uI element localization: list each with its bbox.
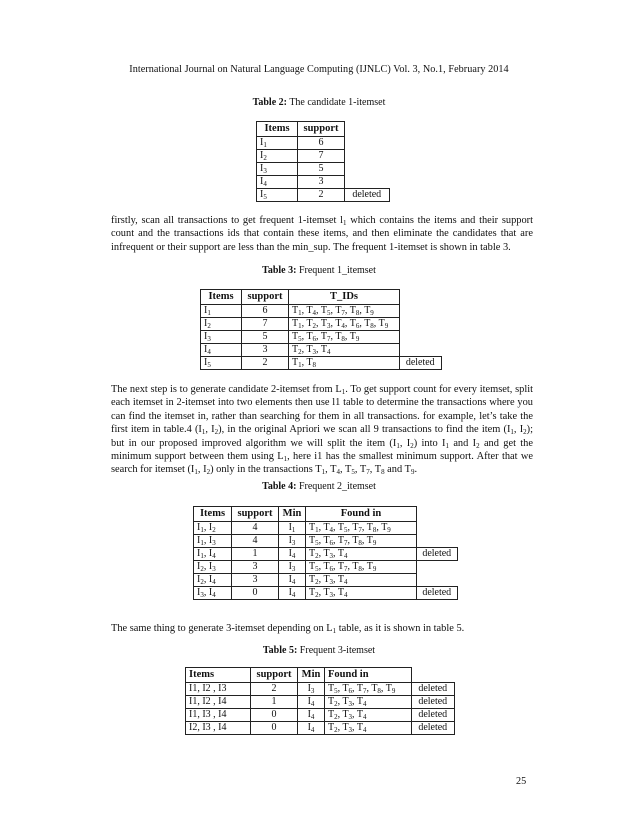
table5-note-cell: deleted bbox=[412, 683, 455, 696]
paragraph-3: The same thing to generate 3-itemset depending on $L_1$ table, as it is shown in table 5. bbox=[111, 623, 465, 635]
table5-header: support bbox=[251, 668, 298, 683]
table4-row bbox=[194, 561, 458, 574]
table4-min-cell: $I_4$ bbox=[279, 587, 306, 600]
table4-note-cell bbox=[417, 561, 458, 574]
table4-min-cell: $I_3$ bbox=[279, 535, 306, 548]
table4-item-cell: $I_1$, $I_3$ bbox=[194, 535, 232, 548]
table2-caption bbox=[0, 97, 638, 108]
table3-item-cell: $I_1$ bbox=[201, 305, 242, 318]
table2-row bbox=[257, 163, 390, 176]
table2-title: The candidate 1-itemset bbox=[289, 97, 386, 108]
table5-item-cell: I1, I2 , I4 bbox=[186, 696, 251, 709]
table4-caption bbox=[0, 481, 638, 492]
table2-note-cell bbox=[345, 163, 390, 176]
paragraph-1: firstly, scan all transactions to get frequent 1-itemset $l_1$ which contains the items and their support count and the transactions ids that contain these items, and then eliminate the candidates that are infrequent or their support are less than the min_sup. The frequent 1-itemset is shown in table 3. bbox=[111, 215, 534, 253]
table3-item-cell: $I_3$ bbox=[201, 331, 242, 344]
table4-item-cell: $I_1$, $I_4$ bbox=[194, 548, 232, 561]
table3-body bbox=[201, 305, 442, 370]
table3-support-cell: 3 bbox=[242, 344, 289, 357]
table3-row bbox=[201, 331, 442, 344]
table2-support-cell: 6 bbox=[298, 137, 345, 150]
table3-label: Table 3: bbox=[262, 265, 297, 276]
table5-found-cell: $T_2$, $T_3$, $T_4$ bbox=[325, 696, 412, 709]
table4-min-cell: $I_4$ bbox=[279, 548, 306, 561]
table3-header: Items bbox=[201, 290, 242, 305]
table3-row bbox=[201, 318, 442, 331]
table2-support-cell: 5 bbox=[298, 163, 345, 176]
table2-item-cell: $I_2$ bbox=[257, 150, 298, 163]
table3-tids-cell: $T_1$, $T_4$, $T_5$, $T_7$, $T_8$, $T_9$ bbox=[289, 305, 400, 318]
table3-note-cell bbox=[400, 344, 442, 357]
table5-support-cell: 1 bbox=[251, 696, 298, 709]
table4-found-cell: $T_2$, $T_3$, $T_4$ bbox=[306, 548, 417, 561]
table3-note-cell bbox=[400, 318, 442, 331]
table4-header: Min bbox=[279, 507, 306, 522]
table4-support-cell: 4 bbox=[232, 522, 279, 535]
table2-label: Table 2: bbox=[252, 97, 287, 108]
table4-min-cell: $I_3$ bbox=[279, 561, 306, 574]
table3-row bbox=[201, 305, 442, 318]
table5-row bbox=[186, 696, 455, 709]
table4-found-cell: $T_2$, $T_3$, $T_4$ bbox=[306, 574, 417, 587]
table5-header-blank bbox=[412, 668, 455, 683]
table4-support-cell: 3 bbox=[232, 574, 279, 587]
table5-header: Found in bbox=[325, 668, 412, 683]
table2-note-cell bbox=[345, 150, 390, 163]
table5-note-cell: deleted bbox=[412, 722, 455, 735]
table3-item-cell: $I_5$ bbox=[201, 357, 242, 370]
table3-header: T_IDs bbox=[289, 290, 400, 305]
table4-row bbox=[194, 522, 458, 535]
paragraph-2: The next step is to generate candidate 2-itemset from $L_1$. To get support count for every itemset, split each itemset in 2-itemset into two elements then use l1 table to determine the transactions where you can find the itemset in, rather than searching for them in all transactions. for example, let’s take the first item in table.4 ($I_1$, $I_2$), in the original Apriori we scan all 9 transactions to find the item ($I_1$, $I_2$); but in our proposed improved algorithm we will split the item ($I_1$, $I_2$) into $I_1$ and $I_2$ and get the minimum support between them using $L_1$, here i1 has the smallest minimum support. After that we search for itemset ($I_1$, $I_2$) only in the transactions $T_1$, $T_4$, $T_5$, $T_7$, $T_8$ and $T_9$. bbox=[111, 384, 534, 477]
table4-row bbox=[194, 548, 458, 561]
table4 bbox=[193, 506, 458, 600]
table4-support-cell: 3 bbox=[232, 561, 279, 574]
table2-support-cell: 2 bbox=[298, 189, 345, 202]
table3-tids-cell: $T_1$, $T_2$, $T_3$, $T_4$, $T_6$, $T_8$, $T_9$ bbox=[289, 318, 400, 331]
table3-support-cell: 7 bbox=[242, 318, 289, 331]
table5-row bbox=[186, 683, 455, 696]
table2-item-cell: $I_4$ bbox=[257, 176, 298, 189]
table3-caption bbox=[0, 265, 638, 276]
table3 bbox=[200, 289, 442, 370]
table4-min-cell: $I_1$ bbox=[279, 522, 306, 535]
table2-note-cell bbox=[345, 176, 390, 189]
table5-found-cell: $T_5$, $T_6$, $T_7$, $T_8$, $T_9$ bbox=[325, 683, 412, 696]
journal-header: International Journal on Natural Language Computing (IJNLC) Vol. 3, No.1, February 2014 bbox=[129, 64, 509, 75]
table2-header-blank bbox=[345, 122, 390, 137]
table4-note-cell bbox=[417, 522, 458, 535]
table5-item-cell: I1, I3 , I4 bbox=[186, 709, 251, 722]
table5-label: Table 5: bbox=[262, 645, 298, 656]
table2-note-cell bbox=[345, 137, 390, 150]
table5-title: Frequent 3-itemset bbox=[299, 645, 376, 656]
table3-header: support bbox=[242, 290, 289, 305]
table3-row bbox=[201, 344, 442, 357]
table4-body bbox=[194, 522, 458, 600]
table5-row bbox=[186, 709, 455, 722]
table4-found-cell: $T_1$, $T_4$, $T_5$, $T_7$, $T_8$, $T_9$ bbox=[306, 522, 417, 535]
table4-row bbox=[194, 535, 458, 548]
table3-support-cell: 5 bbox=[242, 331, 289, 344]
table5 bbox=[185, 667, 455, 735]
table4-note-cell bbox=[417, 574, 458, 587]
table4-item-cell: $I_1$, $I_2$ bbox=[194, 522, 232, 535]
table4-note-cell bbox=[417, 535, 458, 548]
table4-found-cell: $T_5$, $T_6$, $T_7$, $T_8$, $T_9$ bbox=[306, 535, 417, 548]
table2-row bbox=[257, 189, 390, 202]
table4-header: Found in bbox=[306, 507, 417, 522]
table5-found-cell: $T_2$, $T_3$, $T_4$ bbox=[325, 709, 412, 722]
table4-item-cell: $I_2$, $I_3$ bbox=[194, 561, 232, 574]
table3-row bbox=[201, 357, 442, 370]
table3-tids-cell: $T_2$, $T_3$, $T_4$ bbox=[289, 344, 400, 357]
table5-header: Items bbox=[186, 668, 251, 683]
table4-support-cell: 4 bbox=[232, 535, 279, 548]
table3-item-cell: $I_2$ bbox=[201, 318, 242, 331]
table5-note-cell: deleted bbox=[412, 696, 455, 709]
table4-header: Items bbox=[194, 507, 232, 522]
table5-support-cell: 0 bbox=[251, 709, 298, 722]
table3-item-cell: $I_4$ bbox=[201, 344, 242, 357]
table2-item-cell: $I_1$ bbox=[257, 137, 298, 150]
table2-row bbox=[257, 176, 390, 189]
table5-body bbox=[186, 683, 455, 735]
table3-note-cell bbox=[400, 331, 442, 344]
table3-tids-cell: $T_1$, $T_8$ bbox=[289, 357, 400, 370]
table4-support-cell: 0 bbox=[232, 587, 279, 600]
table4-header-blank bbox=[417, 507, 458, 522]
table4-row bbox=[194, 574, 458, 587]
table2-body bbox=[257, 137, 390, 202]
table5-min-cell: $I_4$ bbox=[298, 696, 325, 709]
table4-found-cell: $T_5$, $T_6$, $T_7$, $T_8$, $T_9$ bbox=[306, 561, 417, 574]
table5-min-cell: $I_3$ bbox=[298, 683, 325, 696]
table5-min-cell: $I_4$ bbox=[298, 722, 325, 735]
table4-item-cell: $I_3$, $I_4$ bbox=[194, 587, 232, 600]
table5-note-cell: deleted bbox=[412, 709, 455, 722]
table4-label: Table 4: bbox=[262, 481, 297, 492]
table3-header-blank bbox=[400, 290, 442, 305]
table5-support-cell: 0 bbox=[251, 722, 298, 735]
table2-note-cell: deleted bbox=[345, 189, 390, 202]
table3-note-cell bbox=[400, 305, 442, 318]
table2-support-cell: 7 bbox=[298, 150, 345, 163]
table2-header: Items bbox=[257, 122, 298, 137]
table2-header: support bbox=[298, 122, 345, 137]
table4-row bbox=[194, 587, 458, 600]
table4-support-cell: 1 bbox=[232, 548, 279, 561]
table4-note-cell: deleted bbox=[417, 587, 458, 600]
table5-support-cell: 2 bbox=[251, 683, 298, 696]
table2-row bbox=[257, 150, 390, 163]
table5-row bbox=[186, 722, 455, 735]
table4-min-cell: $I_4$ bbox=[279, 574, 306, 587]
table3-support-cell: 2 bbox=[242, 357, 289, 370]
table3-note-cell: deleted bbox=[400, 357, 442, 370]
table4-found-cell: $T_2$, $T_3$, $T_4$ bbox=[306, 587, 417, 600]
table3-support-cell: 6 bbox=[242, 305, 289, 318]
table5-item-cell: I2, I3 , I4 bbox=[186, 722, 251, 735]
table2-support-cell: 3 bbox=[298, 176, 345, 189]
table2-row bbox=[257, 137, 390, 150]
table5-item-cell: I1, I2 , I3 bbox=[186, 683, 251, 696]
table5-header: Min bbox=[298, 668, 325, 683]
table3-tids-cell: $T_5$, $T_6$, $T_7$, $T_8$, $T_9$ bbox=[289, 331, 400, 344]
table3-title: Frequent 1_itemset bbox=[298, 265, 376, 276]
table4-header: support bbox=[232, 507, 279, 522]
table2-item-cell: $I_3$ bbox=[257, 163, 298, 176]
table5-caption bbox=[0, 645, 638, 656]
table2 bbox=[256, 121, 390, 202]
table4-title: Frequent 2_itemset bbox=[298, 481, 376, 492]
table2-item-cell: $I_5$ bbox=[257, 189, 298, 202]
table4-item-cell: $I_2$, $I_4$ bbox=[194, 574, 232, 587]
table4-note-cell: deleted bbox=[417, 548, 458, 561]
table5-min-cell: $I_4$ bbox=[298, 709, 325, 722]
table5-found-cell: $T_2$, $T_3$, $T_4$ bbox=[325, 722, 412, 735]
page-number: 25 bbox=[516, 776, 527, 787]
